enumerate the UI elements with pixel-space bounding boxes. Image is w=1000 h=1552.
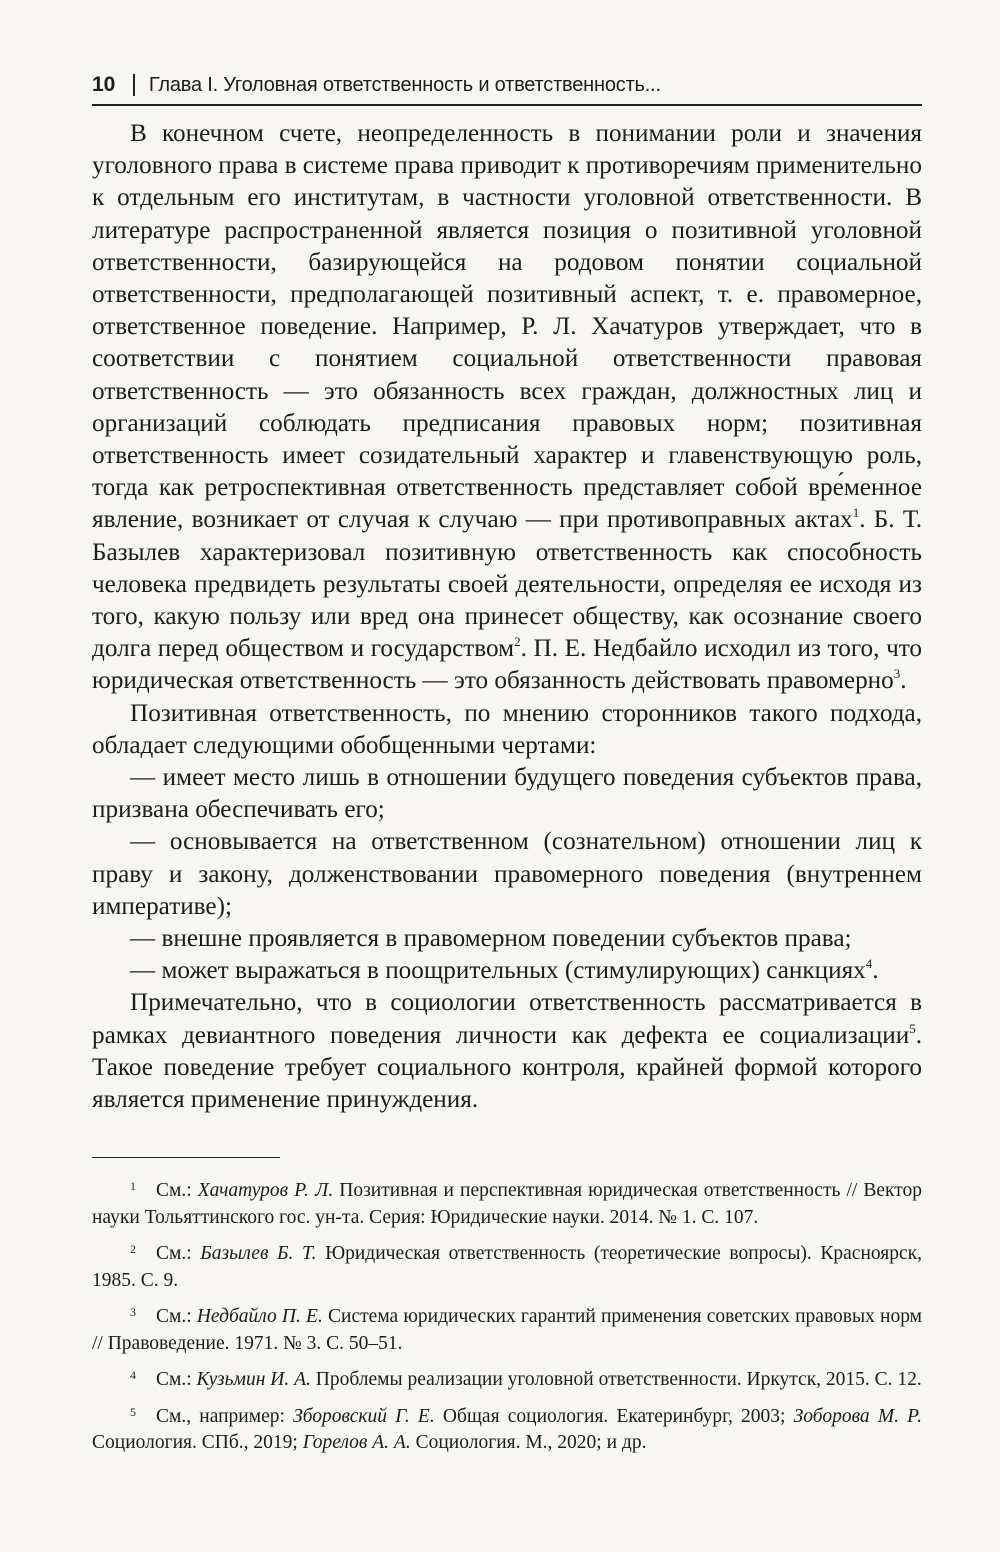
author-name: Недбайло П. Е. bbox=[196, 1306, 323, 1327]
text-run: Социология. М., 2020; и др. bbox=[410, 1432, 647, 1453]
text-run: См.: bbox=[156, 1243, 201, 1264]
author-name: Зоборова М. Р. bbox=[793, 1405, 923, 1427]
body-paragraph bbox=[92, 955, 922, 987]
footnote-number: 5 bbox=[130, 1404, 136, 1419]
footnote bbox=[92, 1299, 922, 1357]
footnote-rule bbox=[92, 1157, 280, 1158]
running-header bbox=[92, 70, 922, 106]
text-run: — имеет место лишь в отношении будущего поведения субъектов права, призвана обеспечивать его; bbox=[92, 764, 922, 824]
author-name: Хачатуров Р. Л. bbox=[197, 1180, 334, 1201]
text-run: В конечном счете, неопределенность в понимании роли и значения уголовного права в системе права приводит к противоречиям применительно к отдельным его институтам, в частности уголовной ответственности. В литературе распространенной является позиция о позитивной уголовной ответственности, базирующейся на родовом понятии социальной ответственности, предполагающей позитивный аспект, т. е. правомерное, ответственное поведение. Например, Р. Л. Хачатуров утверждает, что в соответствии с понятием социальной ответственности правовая ответственность — это обязанность всех граждан, должностных лиц и организаций соблюдать предписания правовых норм; позитивная ответственность имеет созидательный характер и главенствующую роль, тогда как ретроспективная ответственность представляет собой вре́менное явление, возникает от случая к случаю — при противоправных актах bbox=[92, 120, 922, 534]
text-run: . bbox=[900, 667, 907, 695]
text-run: . П. Е. Недбайло исходил из того, что юридическая ответственность — это обязанность действовать правомерно bbox=[92, 635, 923, 695]
running-title: Глава I. Уголовная ответственность и ответственность... bbox=[148, 74, 661, 96]
text-run: См.: bbox=[156, 1306, 197, 1327]
body-paragraph bbox=[92, 762, 922, 826]
footnote-reference: 4 bbox=[865, 956, 873, 972]
text-run: См., например: bbox=[156, 1405, 294, 1427]
text-run: Примечательно, что в социологии ответственность рассматривается в рамках девиантного поведения личности как дефекта ее социализации bbox=[92, 989, 922, 1049]
footnote bbox=[92, 1236, 922, 1294]
body-paragraph bbox=[92, 118, 922, 698]
text-run: . bbox=[872, 957, 879, 985]
text-run: — внешне проявляется в правомерном поведении субъектов права; bbox=[130, 925, 852, 953]
footnote-reference: 3 bbox=[893, 666, 901, 682]
author-name: Базылев Б. Т. bbox=[200, 1243, 317, 1264]
footnote bbox=[92, 1362, 922, 1394]
text-run: . Такое поведение требует социального контроля, крайней формой которого является применение принуждения. bbox=[92, 1021, 922, 1114]
text-run: — может выражаться в поощрительных (стимулирующих) санкциях bbox=[130, 957, 866, 985]
footnote-number: 1 bbox=[130, 1179, 136, 1193]
main-text bbox=[92, 118, 922, 1116]
footnote-number: 4 bbox=[130, 1368, 136, 1382]
body-paragraph bbox=[92, 923, 922, 955]
text-run: Система юридических гарантий применения советских правовых норм // Правоведение. 1971. № 3. С. 50–51. bbox=[92, 1306, 923, 1354]
body-paragraph bbox=[92, 698, 922, 762]
text-run: Проблемы реализации уголовной ответственности. Иркутск, 2015. С. 12. bbox=[310, 1369, 922, 1390]
text-run: См.: bbox=[156, 1180, 198, 1201]
text-run: См.: bbox=[156, 1369, 197, 1390]
body-paragraph bbox=[92, 987, 922, 1116]
footnote bbox=[92, 1399, 922, 1457]
text-run: Юридическая ответственность (теоретические вопросы). Красноярск, 1985. С. 9. bbox=[92, 1243, 923, 1291]
text-run: Позитивная ответственность, по мнению сторонников такого подхода, обладает следующими обобщенными чертами: bbox=[92, 699, 922, 759]
text-run: Общая социология. Екатеринбург, 2003; bbox=[434, 1405, 794, 1427]
body-paragraph bbox=[92, 826, 922, 923]
footnote-number: 3 bbox=[130, 1305, 136, 1319]
footnote-reference: 2 bbox=[514, 634, 521, 650]
author-name: Кузьмин И. А. bbox=[196, 1369, 311, 1390]
text-run: Позитивная и перспективная юридическая ответственность // Вектор науки Тольяттинского гос. ун-та. Серия: Юридические науки. 2014. № 1. С. 107. bbox=[92, 1180, 922, 1228]
footnote-number: 2 bbox=[130, 1242, 136, 1256]
footnotes bbox=[92, 1173, 922, 1462]
text-run: — основывается на ответственном (сознательном) отношении лиц к праву и закону, долженствовании правомерного поведения (внутреннем императиве); bbox=[92, 828, 922, 920]
page-number: 10 bbox=[92, 73, 116, 96]
header-separator bbox=[133, 74, 135, 96]
footnote bbox=[92, 1173, 922, 1231]
text-run: . Б. Т. Базылев характеризовал позитивную ответственность как способность человека предвидеть результаты своей деятельности, определяя ее исходя из того, какую пользу или вред она принесет обществу, как осознание своего долга перед обществом и государством bbox=[92, 506, 923, 663]
footnote-reference: 5 bbox=[909, 1020, 916, 1036]
author-name: Горелов А. А. bbox=[302, 1432, 411, 1453]
author-name: Зборовский Г. Е. bbox=[293, 1405, 435, 1427]
text-run: Социология. СПб., 2019; bbox=[92, 1432, 303, 1453]
footnote-reference: 1 bbox=[852, 505, 860, 521]
